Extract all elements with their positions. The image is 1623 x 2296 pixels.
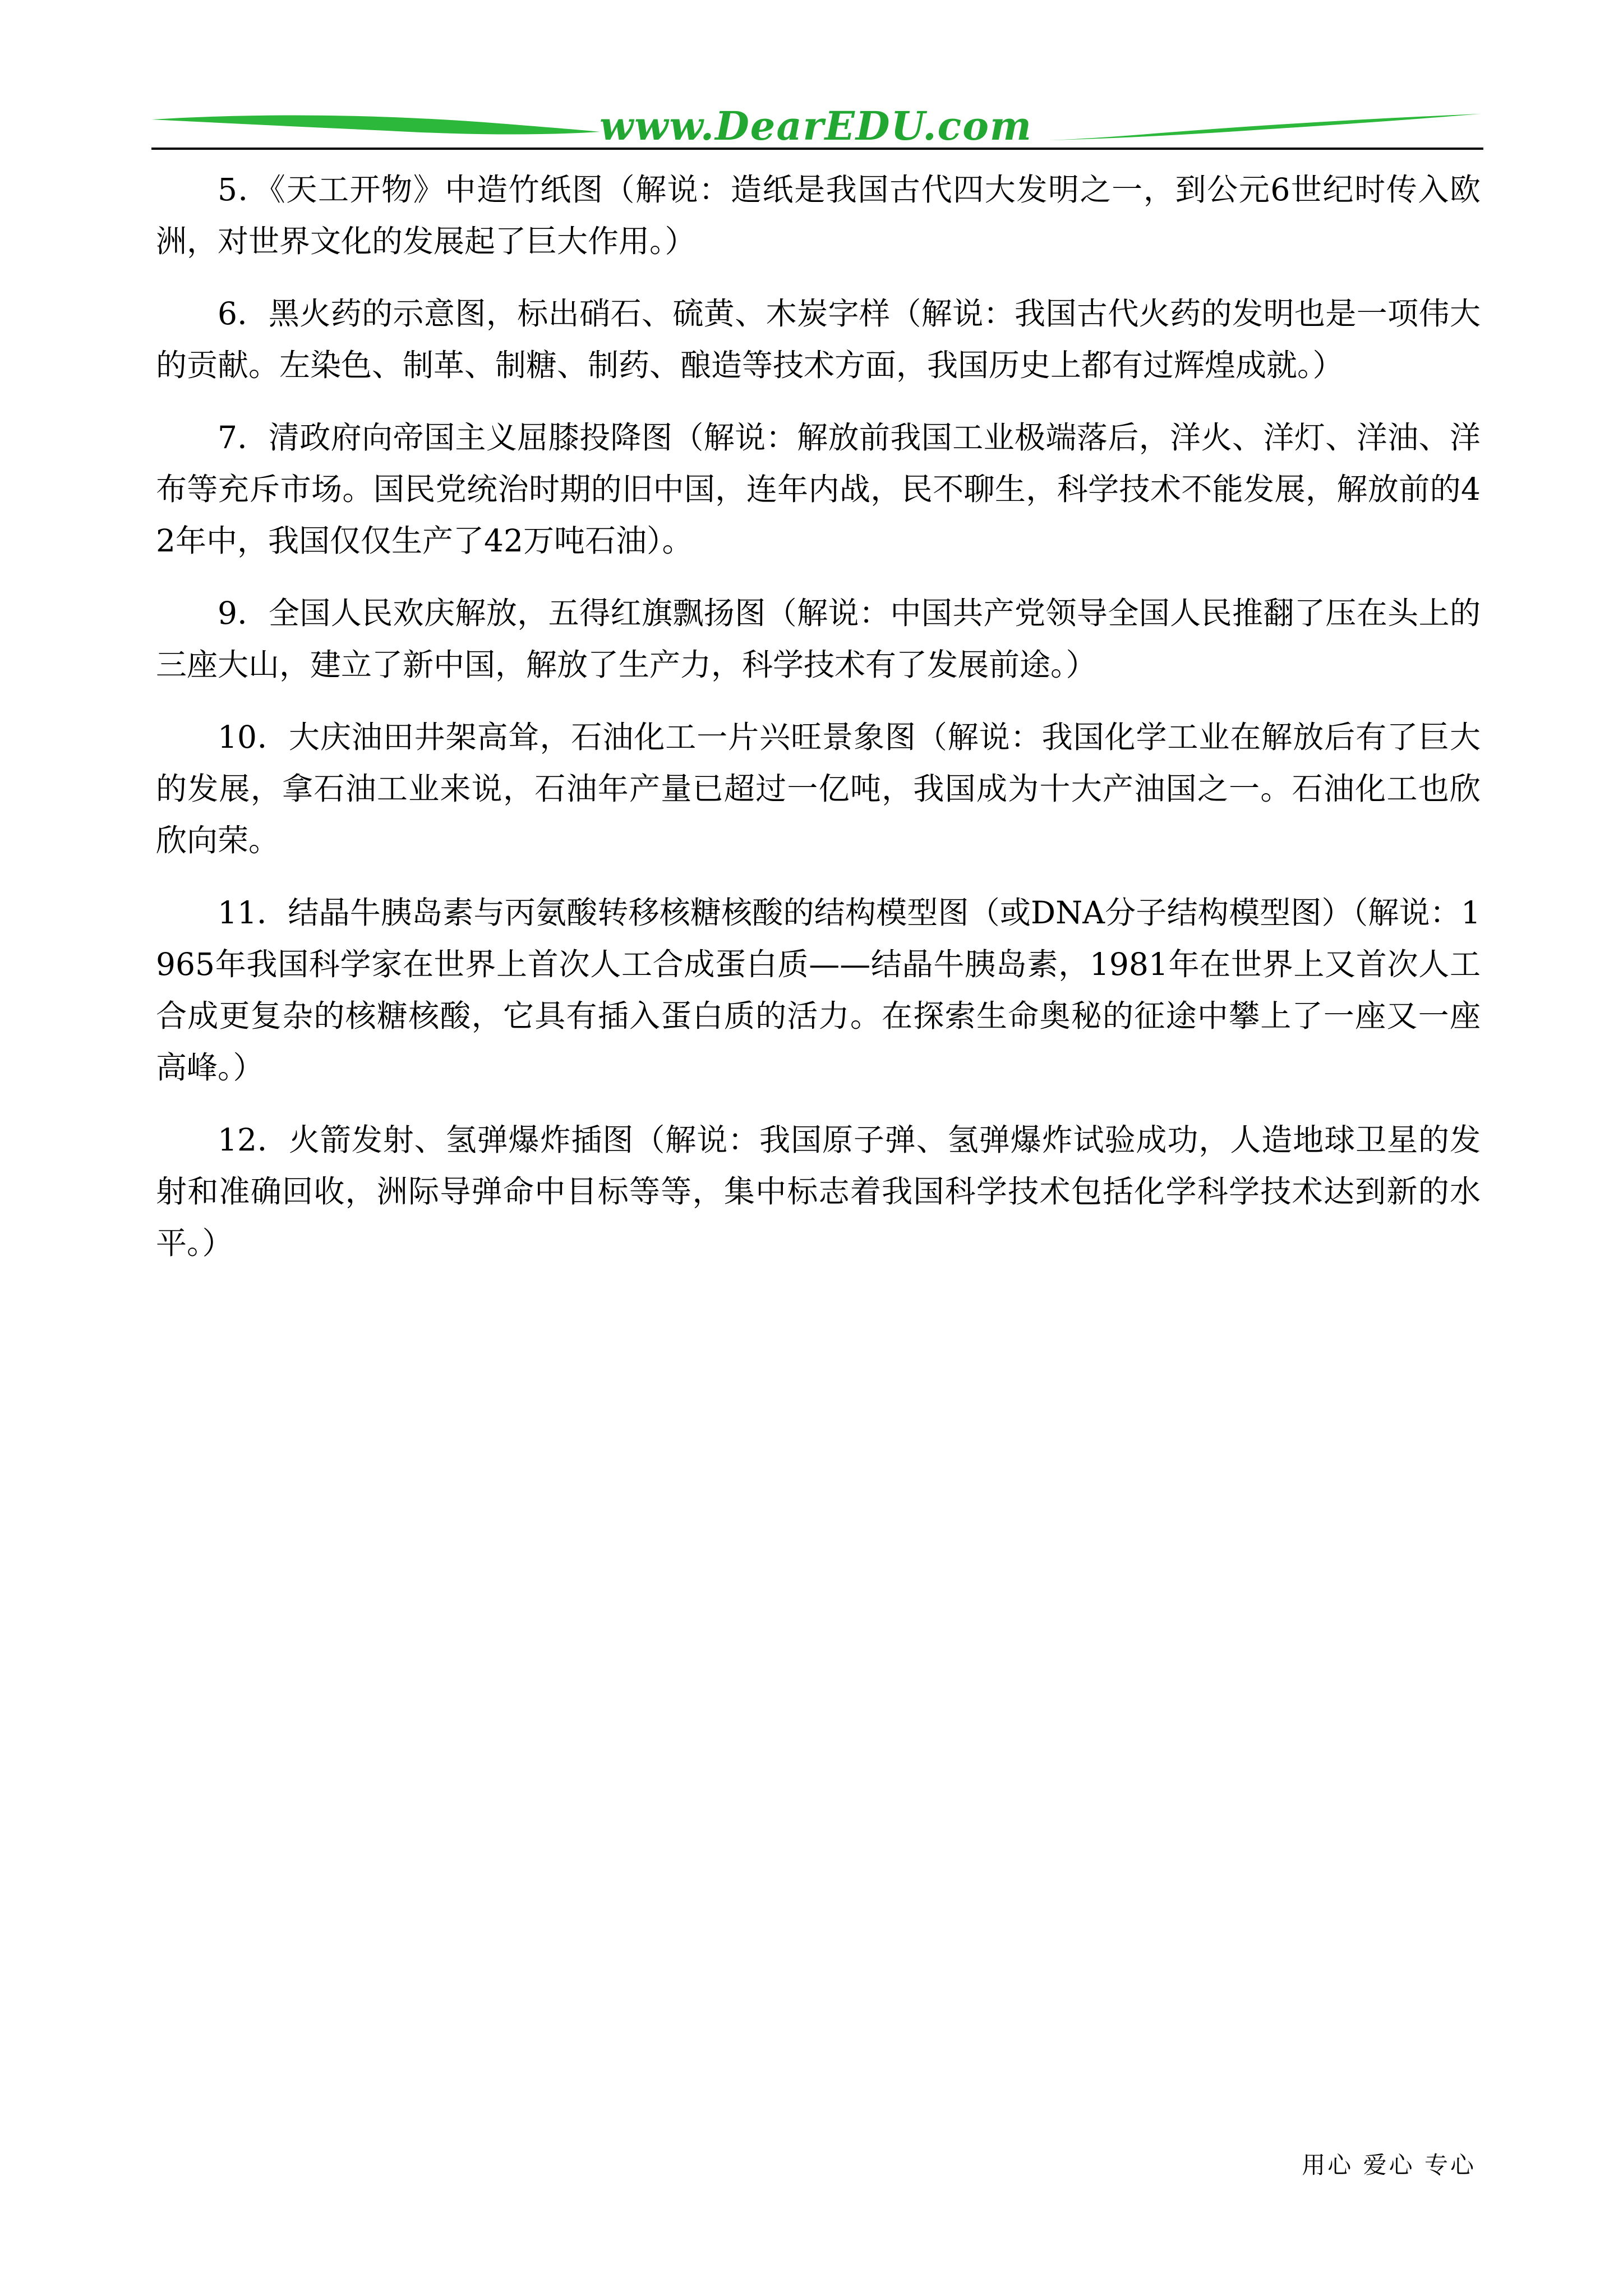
paragraph-item-5: 5．《天工开物》中造竹纸图（解说：造纸是我国古代四大发明之一，到公元6世纪时传入欧洲，对世界文化的发展起了巨大作用。）: [156, 172, 1481, 259]
paragraph-item-9: 9．全国人民欢庆解放，五得红旗飘扬图（解说：中国共产党领导全国人民推翻了压在头上的三座大山，建立了新中国，解放了生产力，科学技术有了发展前途。）: [156, 595, 1481, 683]
paragraph-item-6: 6．黑火药的示意图，标出硝石、硫黄、木炭字样（解说：我国古代火药的发明也是一项伟大的贡献。左染色、制革、制糖、制药、酿造等技术方面，我国历史上都有过辉煌成就。）: [156, 296, 1481, 383]
paragraph-item-10: 10．大庆油田井架高耸，石油化工一片兴旺景象图（解说：我国化学工业在解放后有了巨大的发展，拿石油工业来说，石油年产量已超过一亿吨，我国成为十大产油国之一。石油化工也欣欣向荣。: [156, 719, 1481, 858]
site-logo: www.DearEDU.com: [599, 103, 1032, 149]
header-divider: [151, 148, 1483, 150]
paragraph-item-12: 12．火箭发射、氢弹爆炸插图（解说：我国原子弹、氢弹爆炸试验成功，人造地球卫星的发射和准确回收，洲际导弹命中目标等等，集中标志着我国科学技术包括化学科学技术达到新的水平。）: [156, 1122, 1481, 1261]
page-header: [151, 98, 1481, 160]
paragraph-item-7: 7．清政府向帝国主义屈膝投降图（解说：解放前我国工业极端落后，洋火、洋灯、洋油、洋布等充斥市场。国民党统治时期的旧中国，连年内战，民不聊生，科学技术不能发展，解放前的42年中，我国仅仅生产了42万吨石油）。: [156, 420, 1481, 559]
document-body: [156, 164, 1481, 1290]
page-footer: 用心 爱心 专心: [1302, 2151, 1476, 2179]
paragraph-item-11: 11．结晶牛胰岛素与丙氨酸转移核糖核酸的结构模型图（或DNA分子结构模型图）（解说：1965年我国科学家在世界上首次人工合成蛋白质——结晶牛胰岛素，1981年在世界上又首次人工合成更复杂的核糖核酸，它具有插入蛋白质的活力。在探索生命奥秘的征途中攀上了一座又一座高峰。）: [156, 895, 1481, 1085]
